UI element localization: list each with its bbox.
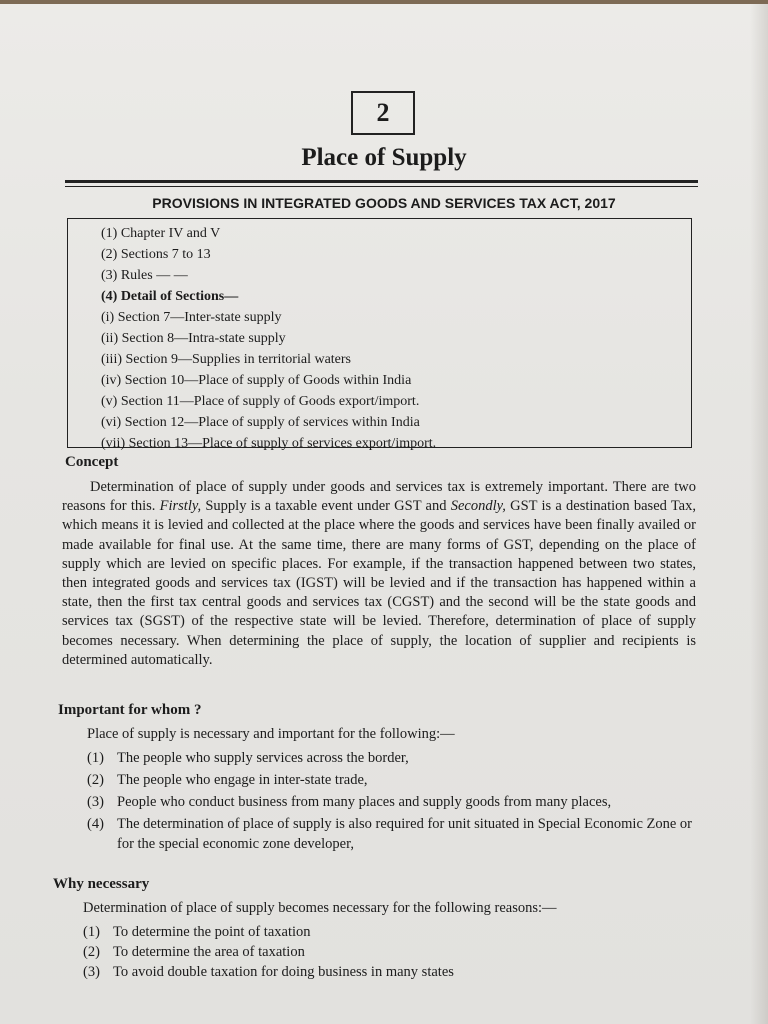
section-item: (vii) Section 13—Place of supply of services export/import. [101,436,437,451]
concept-firstly: Firstly, [159,498,202,515]
list-item-text: People who conduct business from many places and supply goods from many places, [117,794,612,810]
concept-text-3: GST is a destination based Tax, which means it is levied and collected at the place where the goods and services have been finally availed or made available for final use. At the same time, there are many forms of GST, depending on the place of supply which are levied on specific places. For example, if the transaction happened between two states, then integrated goods and services tax (IGST) will be levied and if the transaction has happened within a state, then the first tax central goods and services tax (CGST) and the second will be the state goods and services tax (SGST) of the respective state will be levied. Therefore, determination of place of supply becomes necessary. When determining the place of supply, the location of supplier and recipients is determined automatically. [62,498,696,668]
section-item: (iv) Section 10—Place of supply of Goods within India [101,373,412,388]
section-item: (iii) Section 9—Supplies in territorial waters [101,352,352,367]
concept-text-1: Determination of place of supply under goods and services tax is extremely important. There are two reasons for this. [62,479,696,515]
chapter-number-box [351,91,415,135]
important-list [87,748,697,854]
list-item [83,942,693,962]
section-item: (vi) Section 12—Place of supply of services within India [101,415,420,430]
list-item [87,748,697,768]
list-item-number: (2) [83,944,100,960]
list-item [87,814,697,854]
sections-box [67,218,692,451]
concept-paragraph [62,478,696,670]
concept-secondly: Secondly, [450,498,506,515]
why-heading: Why necessary [53,876,150,892]
section-item: (i) Section 7—Inter-state supply [101,310,282,325]
page-edge-shadow [750,4,768,1024]
list-item-text: To determine the area of taxation [113,944,305,960]
section-item: (4) Detail of Sections— [101,289,239,304]
section-item: (ii) Section 8—Intra-state supply [101,331,286,346]
important-heading: Important for whom ? [58,702,202,718]
book-page [0,4,768,1024]
list-item-text: To determine the point of taxation [113,924,311,940]
concept-text-2: Supply is a taxable event under GST and [201,498,451,515]
list-item-number: (1) [87,750,104,766]
list-item [83,962,693,982]
title-rule-thin [65,186,698,187]
title-rule-thick [65,180,698,183]
list-item [83,922,693,942]
list-item-text: The people who engage in inter-state trade, [117,772,368,788]
why-list [83,922,693,982]
list-item-number: (1) [83,924,100,940]
section-item: (2) Sections 7 to 13 [101,247,211,262]
page-title: Place of Supply [301,144,467,171]
chapter-number: 2 [376,98,390,127]
section-item: (3) Rules — — [101,268,188,283]
list-item-number: (3) [83,964,100,980]
list-item-text: The determination of place of supply is also required for unit situated in Special Economic Zone or for the special economic zone developer, [117,816,693,852]
list-item-number: (4) [87,816,104,832]
section-item: (v) Section 11—Place of supply of Goods export/import. [101,394,420,409]
list-item-text: The people who supply services across the border, [117,750,409,766]
list-item-number: (3) [87,794,104,810]
list-item-number: (2) [87,772,104,788]
why-intro: Determination of place of supply becomes necessary for the following reasons:— [83,900,557,916]
list-item [87,792,697,812]
list-item [87,770,697,790]
concept-heading: Concept [65,454,119,470]
list-item-text: To avoid double taxation for doing business in many states [113,964,454,980]
section-item: (1) Chapter IV and V [101,226,221,241]
important-intro: Place of supply is necessary and important for the following:— [87,726,455,742]
provisions-heading: PROVISIONS IN INTEGRATED GOODS AND SERVICES TAX ACT, 2017 [152,195,616,211]
